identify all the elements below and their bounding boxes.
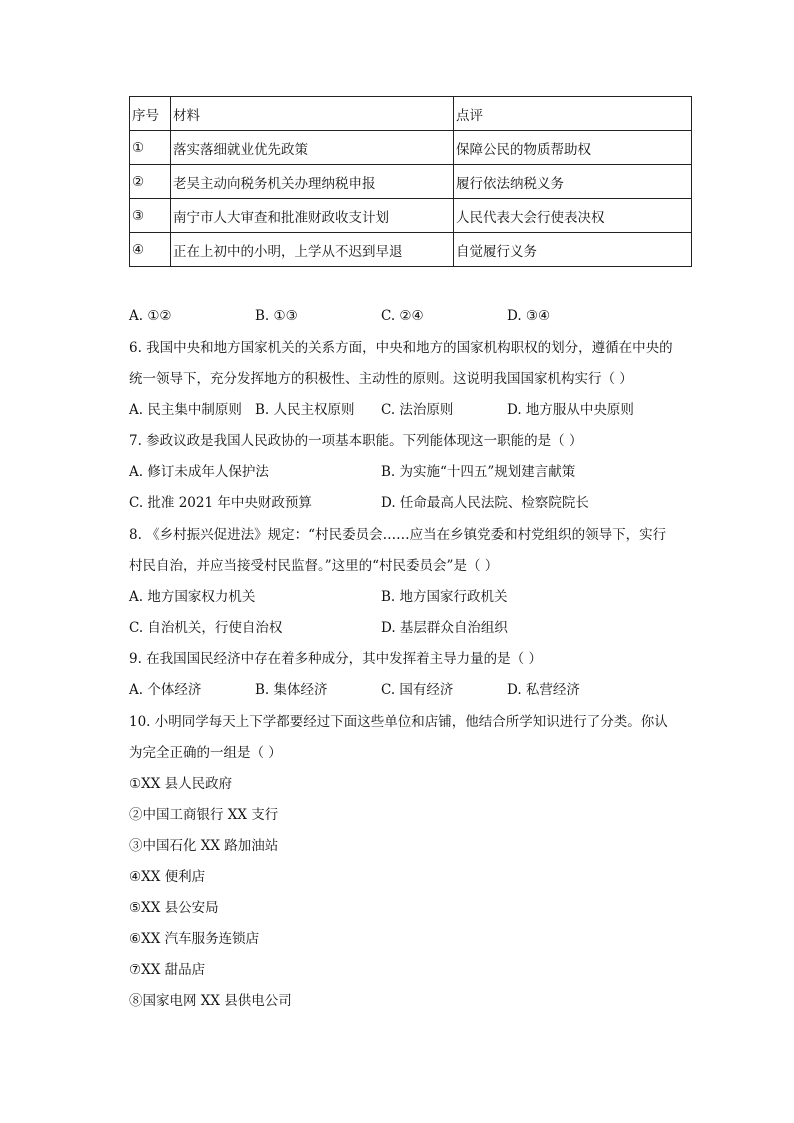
q8-option-c: C. 自治机关，行使自治权	[129, 620, 283, 636]
q8-option-d: D. 基层群众自治组织	[381, 620, 508, 636]
q6-option-c: C. 法治原则	[381, 402, 454, 418]
material-table	[129, 96, 692, 267]
header-cell: 点评	[454, 97, 692, 131]
table-cell: 落实落细就业优先政策	[171, 131, 454, 165]
q8-stem-line2: 村民自治，并应当接受村民监督。”这里的“村民委员会”是（ ）	[129, 558, 499, 574]
table-cell: 人民代表大会行使表决权	[454, 199, 692, 233]
table-row	[130, 233, 692, 267]
q9-option-c: C. 国有经济	[381, 682, 454, 698]
q7-option-c: C. 批准 2021 年中央财政预算	[129, 495, 312, 511]
q6-stem-line2: 统一领导下，充分发挥地方的积极性、主动性的原则。这说明我国国家机构实行（ ）	[129, 371, 633, 387]
q7-stem: 7. 参政议政是我国人民政协的一项基本职能。下列能体现这一职能的是（ ）	[129, 433, 583, 449]
table-row	[130, 199, 692, 233]
q8-option-a: A. 地方国家权力机关	[129, 589, 256, 605]
table-cell: 老吴主动向税务机关办理纳税申报	[171, 165, 454, 199]
q10-item: ⑤XX 县公安局	[129, 900, 219, 916]
table-row	[130, 165, 692, 199]
q5-option-b: B. ①③	[255, 308, 298, 324]
q10-item: ②中国工商银行 XX 支行	[129, 807, 279, 823]
header-cell: 材料	[171, 97, 454, 131]
q6-stem-line1: 6. 我国中央和地方国家机关的关系方面，中央和地方的国家机构职权的划分，遵循在中央的	[129, 340, 673, 356]
q5-option-d: D. ③④	[507, 308, 551, 324]
table-cell: ①	[130, 131, 171, 165]
q9-option-a: A. 个体经济	[129, 682, 202, 698]
q9-stem: 9. 在我国国民经济中存在着多种成分，其中发挥着主导力量的是（ ）	[129, 651, 542, 667]
q10-item: ⑥XX 汽车服务连锁店	[129, 931, 260, 947]
q6-option-b: B. 人民主权原则	[255, 402, 355, 418]
q9-option-d: D. 私营经济	[507, 682, 580, 698]
q6-option-d: D. 地方服从中央原则	[507, 402, 634, 418]
q10-item: ③中国石化 XX 路加油站	[129, 838, 279, 854]
q7-option-a: A. 修订未成年人保护法	[129, 464, 269, 480]
q10-item: ④XX 便利店	[129, 869, 206, 885]
q7-option-b: B. 为实施“十四五”规划建言献策	[381, 464, 576, 480]
table-cell: 履行依法纳税义务	[454, 165, 692, 199]
q7-option-d: D. 任命最高人民法院、检察院院长	[381, 495, 589, 511]
q8-option-b: B. 地方国家行政机关	[381, 589, 508, 605]
q6-option-a: A. 民主集中制原则	[129, 402, 242, 418]
table-header-row	[130, 97, 692, 131]
table-cell: 保障公民的物质帮助权	[454, 131, 692, 165]
table-cell: 正在上初中的小明，上学从不迟到早退	[171, 233, 454, 267]
q10-item: ①XX 县人民政府	[129, 776, 233, 792]
q10-item: ⑧国家电网 XX 县供电公司	[129, 993, 292, 1009]
q8-stem-line1: 8. 《乡村振兴促进法》规定：“村民委员会……应当在乡镇党委和村党组织的领导下，实行	[129, 527, 667, 543]
q10-item: ⑦XX 甜品店	[129, 962, 206, 978]
q9-option-b: B. 集体经济	[255, 682, 328, 698]
table-row	[130, 131, 692, 165]
q10-stem-line2: 为完全正确的一组是（ ）	[129, 745, 282, 761]
q5-option-c: C. ②④	[381, 308, 424, 324]
table-cell: ④	[130, 233, 171, 267]
header-cell: 序号	[130, 97, 171, 131]
table-cell: 自觉履行义务	[454, 233, 692, 267]
table-cell: ③	[130, 199, 171, 233]
table-cell: ②	[130, 165, 171, 199]
q5-option-a: A. ①②	[129, 308, 172, 324]
table-cell: 南宁市人大审查和批准财政收支计划	[171, 199, 454, 233]
q10-stem-line1: 10. 小明同学每天上下学都要经过下面这些单位和店铺，他结合所学知识进行了分类。你认	[129, 714, 668, 730]
